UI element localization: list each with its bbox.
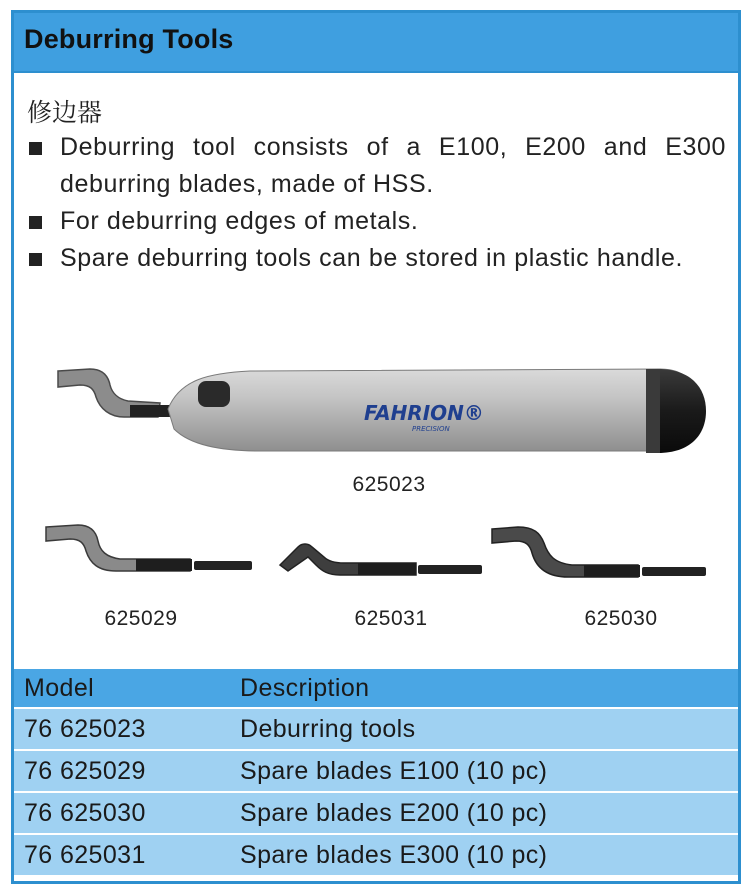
feature-item — [26, 203, 726, 240]
blade-shank-shape — [358, 563, 416, 575]
page-title: Deburring Tools — [24, 24, 234, 54]
product-code-625023: 625023 — [352, 473, 426, 496]
handle-cap-shape — [658, 369, 706, 453]
description-cell: Spare blades E200 (10 pc) — [232, 792, 738, 834]
handle-button-shape — [198, 381, 230, 407]
description-cell: Spare blades E300 (10 pc) — [232, 834, 738, 875]
datasheet — [11, 10, 741, 884]
blade-e200-photo — [488, 523, 718, 585]
product-code-625030: 625030 — [584, 607, 658, 630]
column-header-description: Description — [232, 669, 738, 708]
blade-e300-photo — [276, 535, 496, 585]
blade-e100-photo — [40, 519, 260, 579]
model-table — [14, 669, 738, 875]
table-row — [14, 708, 738, 750]
blade-shank-shape — [136, 559, 192, 571]
header-bar — [14, 13, 738, 73]
square-bullet-icon — [29, 253, 42, 266]
model-table-area — [14, 669, 738, 875]
chinese-subtitle: 修边器 — [27, 98, 103, 127]
table-row — [14, 792, 738, 834]
deburring-tool-photo — [50, 359, 710, 464]
product-code-625031: 625031 — [354, 607, 428, 630]
product-code-625029: 625029 — [104, 607, 178, 630]
blade-shank-shape — [584, 565, 640, 577]
blade-shank-shape — [130, 405, 170, 417]
model-cell: 76 625029 — [14, 750, 232, 792]
blade-tip-shape — [194, 561, 252, 570]
blade-tip-shape — [642, 567, 706, 576]
feature-list — [26, 129, 726, 277]
brand-logo: FAHRION® — [364, 401, 484, 425]
square-bullet-icon — [29, 142, 42, 155]
blade-tip-shape — [418, 565, 482, 574]
feature-text: Spare deburring tools can be stored in plastic handle. — [60, 244, 684, 272]
feature-item — [26, 240, 726, 277]
model-cell: 76 625030 — [14, 792, 232, 834]
brand-sub-logo: PRECISION — [412, 425, 450, 433]
feature-text: Deburring tool consists of a E100, E200 and E300 deburring blades, made of HSS. — [60, 133, 726, 198]
description-cell: Spare blades E100 (10 pc) — [232, 750, 738, 792]
feature-item — [26, 129, 726, 203]
square-bullet-icon — [29, 216, 42, 229]
handle-cap-ring-shape — [646, 369, 660, 453]
table-header-row — [14, 669, 738, 708]
model-cell: 76 625031 — [14, 834, 232, 875]
feature-text: For deburring edges of metals. — [60, 207, 419, 235]
table-row — [14, 750, 738, 792]
model-cell: 76 625023 — [14, 708, 232, 750]
table-row — [14, 834, 738, 875]
column-header-model: Model — [14, 669, 232, 708]
description-cell: Deburring tools — [232, 708, 738, 750]
